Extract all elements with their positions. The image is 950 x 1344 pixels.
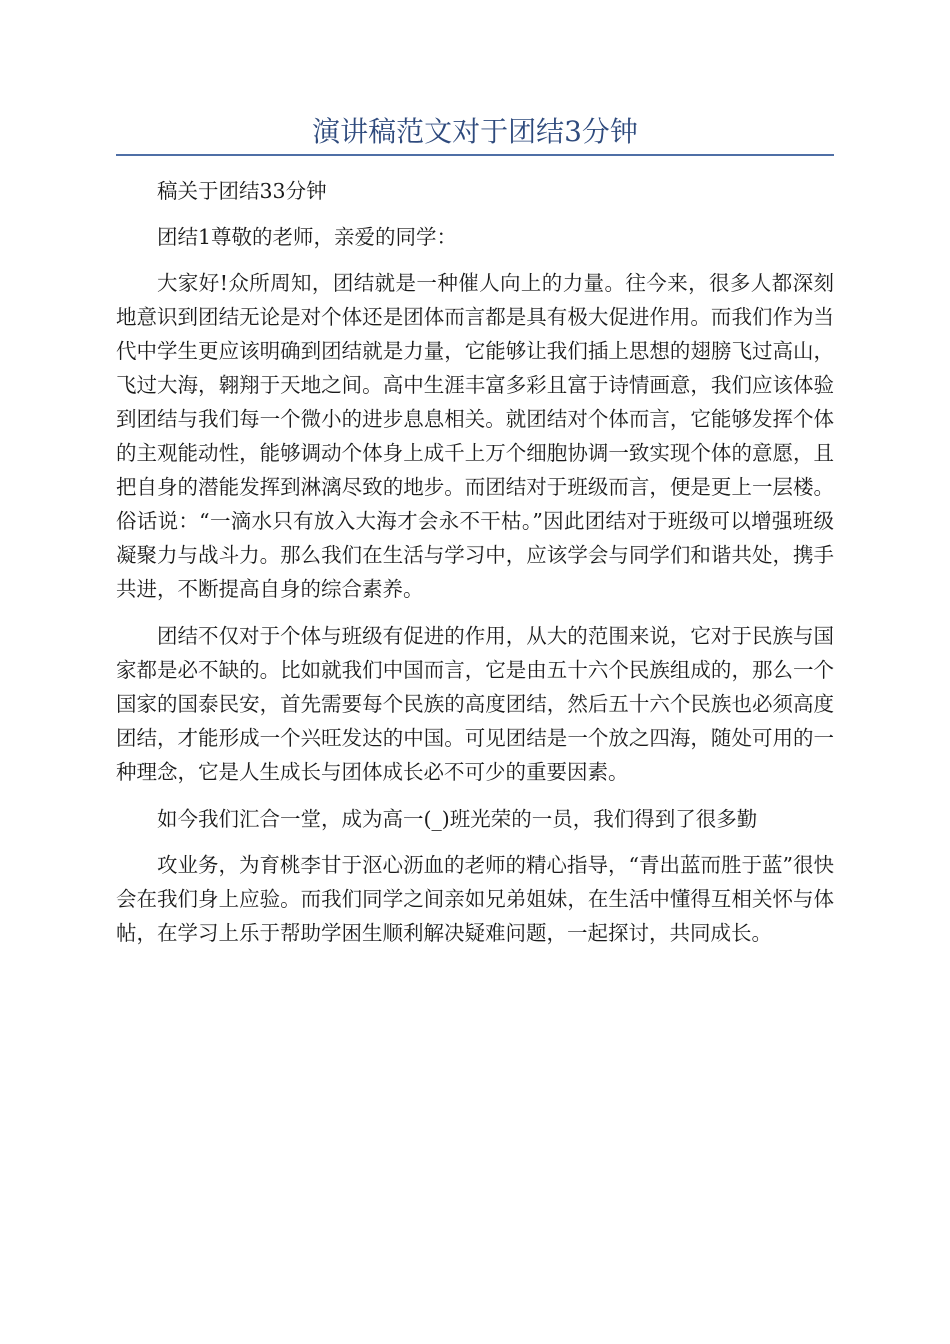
paragraph: 如今我们汇合一堂，成为高一(_)班光荣的一员，我们得到了很多勤 [157, 807, 758, 831]
paragraph: 大家好!众所周知，团结就是一种催人向上的力量。往今来，很多人都深刻地意识到团结无论是对个体还是团体而言都是具有极大促进作用。而我们作为当代中学生更应该明确到团结就是力量，它能够让我们插上思想的翅膀飞过高山，飞过大海，翱翔于天地之间。高中生涯丰富多彩且富于诗情画意，我们应该体验到团结与我们每一个微小的进步息息相关。就团结对个体而言，它能够发挥个体的主观能动性，能够调动个体身上成千上万个细胞协调一致实现个体的意愿，且把自身的潜能发挥到淋漓尽致的地步。而团结对于班级而言，便是更上一层楼。俗话说：“一滴水只有放入大海才会永不干枯。”因此团结对于班级可以增强班级凝聚力与战斗力。那么我们在生活与学习中，应该学会与同学们和谐共处，携手共进，不断提高自身的综合素养。 [116, 271, 834, 601]
paragraph: 团结1尊敬的老师，亲爱的同学： [157, 225, 458, 249]
document-body [116, 174, 834, 962]
title-underline [116, 154, 834, 156]
paragraph: 团结不仅对于个体与班级有促进的作用，从大的范围来说，它对于民族与国家都是必不缺的。比如就我们中国而言，它是由五十六个民族组成的，那么一个国家的国泰民安，首先需要每个民族的高度团结，然后五十六个民族也必须高度团结，才能形成一个兴旺发达的中国。可见团结是一个放之四海，随处可用的一种理念，它是人生成长与团体成长必不可少的重要因素。 [116, 624, 834, 784]
paragraph: 稿关于团结33分钟 [157, 179, 327, 203]
document-title: 演讲稿范文对于团结3分钟 [312, 115, 638, 148]
paragraph: 攻业务，为育桃李甘于沤心沥血的老师的精心指导，“青出蓝而胜于蓝”很快会在我们身上应验。而我们同学之间亲如兄弟姐妹，在生活中懂得互相关怀与体帖，在学习上乐于帮助学困生顺利解决疑难问题，一起探讨，共同成长。 [116, 853, 834, 945]
